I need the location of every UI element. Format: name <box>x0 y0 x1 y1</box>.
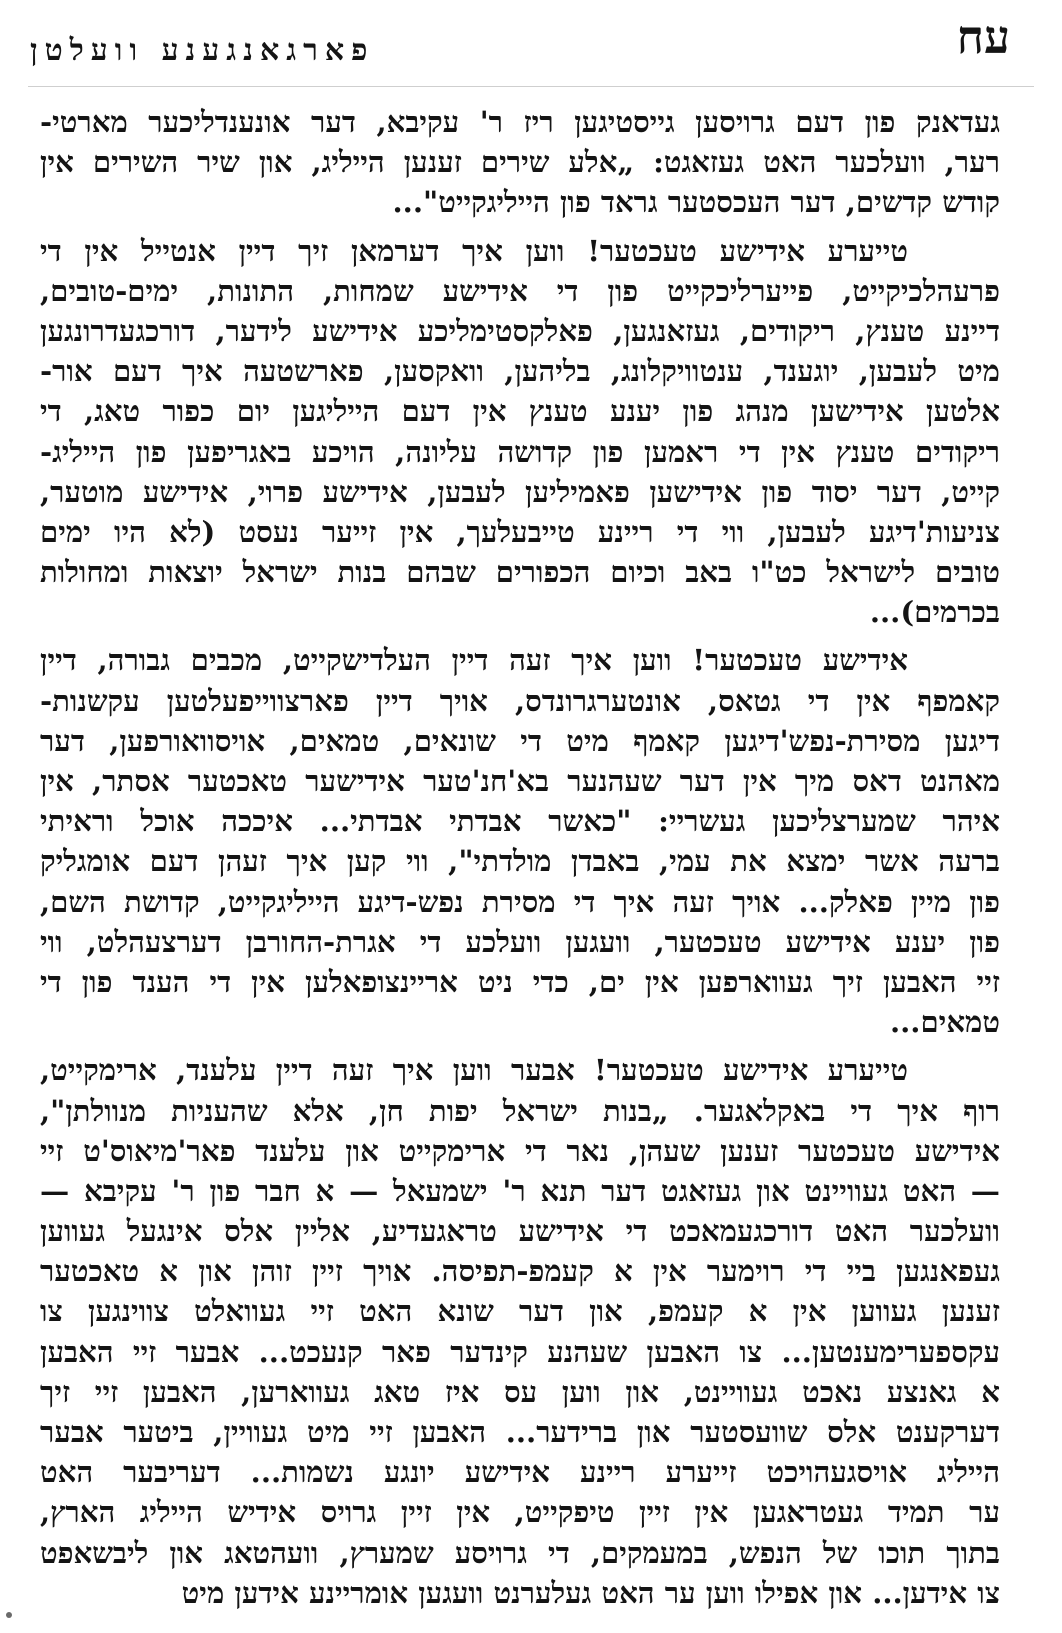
text-line: דיינע טענץ, ריקודים, געזאנגען, פאלקסטימליכע אידישע לידער, דורכגעדרונגען <box>40 313 1000 348</box>
header-divider <box>28 86 1034 87</box>
text-line: ריקודים טענץ אין די ראמען פון קדושה עליונה, הויכע באגריפען פון הייליג- <box>40 434 1000 469</box>
text-line: פון יענע אידישע טעכטער, וועגען וועלכע די אגרת-החורבן דערצעהלט, ווי <box>40 924 1000 959</box>
text-line: ברעה אשר ימצא את עמי, באבדן מולדתי", ווי קען איך זעהן דעם אומגליק <box>40 844 1000 879</box>
text-line: דיגען מסירת-נפש'דיגען קאמף מיט די שונאים, טמאים, אויסוואורפען, דער <box>40 723 1000 758</box>
paragraph-gap <box>40 632 1000 640</box>
text-line: אידישע טעכטער זענען שעהן, נאר די ארימקייט און עלענד פאר'מיאוס'ט זיי <box>40 1133 1000 1168</box>
text-line: זיי האבען זיך געווארפען אין ים, כדי ניט אריינצופאלען אין די הענד פון די <box>40 964 1000 999</box>
text-line: רוף איך די באקלאגער. „בנות ישראל יפות חן, אלא שהעניות מנוולתן", <box>40 1093 1000 1128</box>
text-line: מיט לעבען, יוגענד, ענטוויקלונג, בליהען, וואקסען, פארשטעה איך דעם אור- <box>40 354 1000 389</box>
text-line: זענען געווען אין א קעמפ, און דער שונא האט זיי געוואלט צווינגען צו <box>40 1294 1000 1329</box>
paragraph <box>40 231 1000 633</box>
text-line: בכרמים)... <box>869 595 1000 630</box>
page-number: עח <box>956 10 1010 64</box>
text-line: רער, וועלכער האט געזאגט: „אלע שירים זענען הייליג, און שיר השירים אין <box>40 145 1000 180</box>
text-line: טייערע אידישע טעכטער! אבער ווען איך זעה דיין עלענד, ארימקייט, <box>40 1053 908 1088</box>
scan-speck <box>6 1612 12 1618</box>
text-line: פון מיין פאלק... אויך זעה איך די מסירת נפש-דיגע הייליגקייט, קדושת השם, <box>40 884 1000 919</box>
text-line: צניעות'דיגע לעבען, ווי די ריינע טייבעלעך, אין זייער נעסט (לא היו ימים <box>40 514 1000 549</box>
text-line: — האט געוויינט און געזאגט דער תנא ר' ישמעאל — א חבר פון ר' עקיבא — <box>40 1173 1000 1208</box>
text-line: דערקענט אלס שוועסטער און ברידער... האבען זיי מיט געוויין, ביטער אבער <box>40 1415 1000 1449</box>
text-line: א גאנצע נאכט געוויינט, און ווען עס איז טאג געווארען, האבען זיי זיך <box>40 1374 1000 1409</box>
text-line: בתוך תוכו של הנפש, במעמקים, די גרויסע שמערץ, וועהטאג און ליבשאפט <box>40 1535 1000 1570</box>
text-line: טמאים... <box>889 1005 1000 1040</box>
text-line: קודש קדשים, דער העכסטער גראד פון הייליגקייט"... <box>392 185 1000 220</box>
text-line: אידישע טעכטער! ווען איך זעה דיין העלדישקייט, מכבים גבורה, דיין <box>40 643 908 678</box>
paragraph <box>40 102 1000 223</box>
text-line: טובים לישראל כט"ו באב וכיום הכפורים שבהם בנות ישראל יוצאות ומחולות <box>40 555 1000 590</box>
text-line: קאמפף אין די גטאס, אונטערגרונדס, אויך דיין פארצווייפעלטען עקשנות- <box>40 683 1000 718</box>
paragraph <box>40 1050 1000 1613</box>
text-line: עקספערימענטען... צו האבען שעהנע קינדער פאר קנעכט... אבער זיי האבען <box>40 1334 1000 1369</box>
paragraph-gap <box>40 1042 1000 1050</box>
text-line: אלטען אידישען מנהג פון יענע טענץ אין דעם הייליגען יום כפור טאג, די <box>40 394 1000 429</box>
text-line: וועלכער האט דורכגעמאכט די אידישע טראגעדיע, אליין אלס אינגעל געווען <box>40 1214 1000 1249</box>
text-line: איהר שמערצליכען געשריי: "כאשר אבדתי אבדתי... איככה אוכל וראיתי <box>40 804 1000 839</box>
text-line: טייערע אידישע טעכטער! ווען איך דערמאן זיך דיין אנטייל אין די <box>40 233 908 268</box>
text-line: צו אידען... און אפילו ווען ער האט געלערנט וועגען אומריינע אידען מיט <box>181 1575 1000 1610</box>
text-line: געפאנגען ביי די רוימער אין א קעמפ-תפיסה. אויך זיין זוהן און א טאכטער <box>40 1254 1000 1289</box>
text-line: מאהנט דאס מיך אין דער שעהנער בא'חנ'טער אידישער טאכטער אסתר, אין <box>40 764 1000 798</box>
running-head-title: פארגאנגענע וועלטן <box>30 33 375 68</box>
text-line: געדאנק פון דעם גרויסען גייסטיגען ריז ר' עקיבא, דער אונענדליכער מארטי- <box>40 105 1000 139</box>
body-text <box>40 102 1000 1613</box>
text-line: קייט, דער יסוד פון אידישען פאמיליען לעבען, אידישע פרוי, אידישע מוטער, <box>40 474 1000 509</box>
text-line: פרעהלכיקייט, פייערליכקייט פון די אידישע שמחות, התונות, ימים-טובים, <box>40 273 1000 308</box>
paragraph-gap <box>40 223 1000 231</box>
text-line: הייליג אויסגעהויכט זייערע ריינע אידישע יונגע נשמות... דעריבער האט <box>40 1455 1000 1490</box>
paragraph <box>40 640 1000 1042</box>
text-line: ער תמיד געטראגען אין זיין טיפקייט, אין זיין גרויס אידיש הייליג הארץ, <box>40 1495 1000 1530</box>
